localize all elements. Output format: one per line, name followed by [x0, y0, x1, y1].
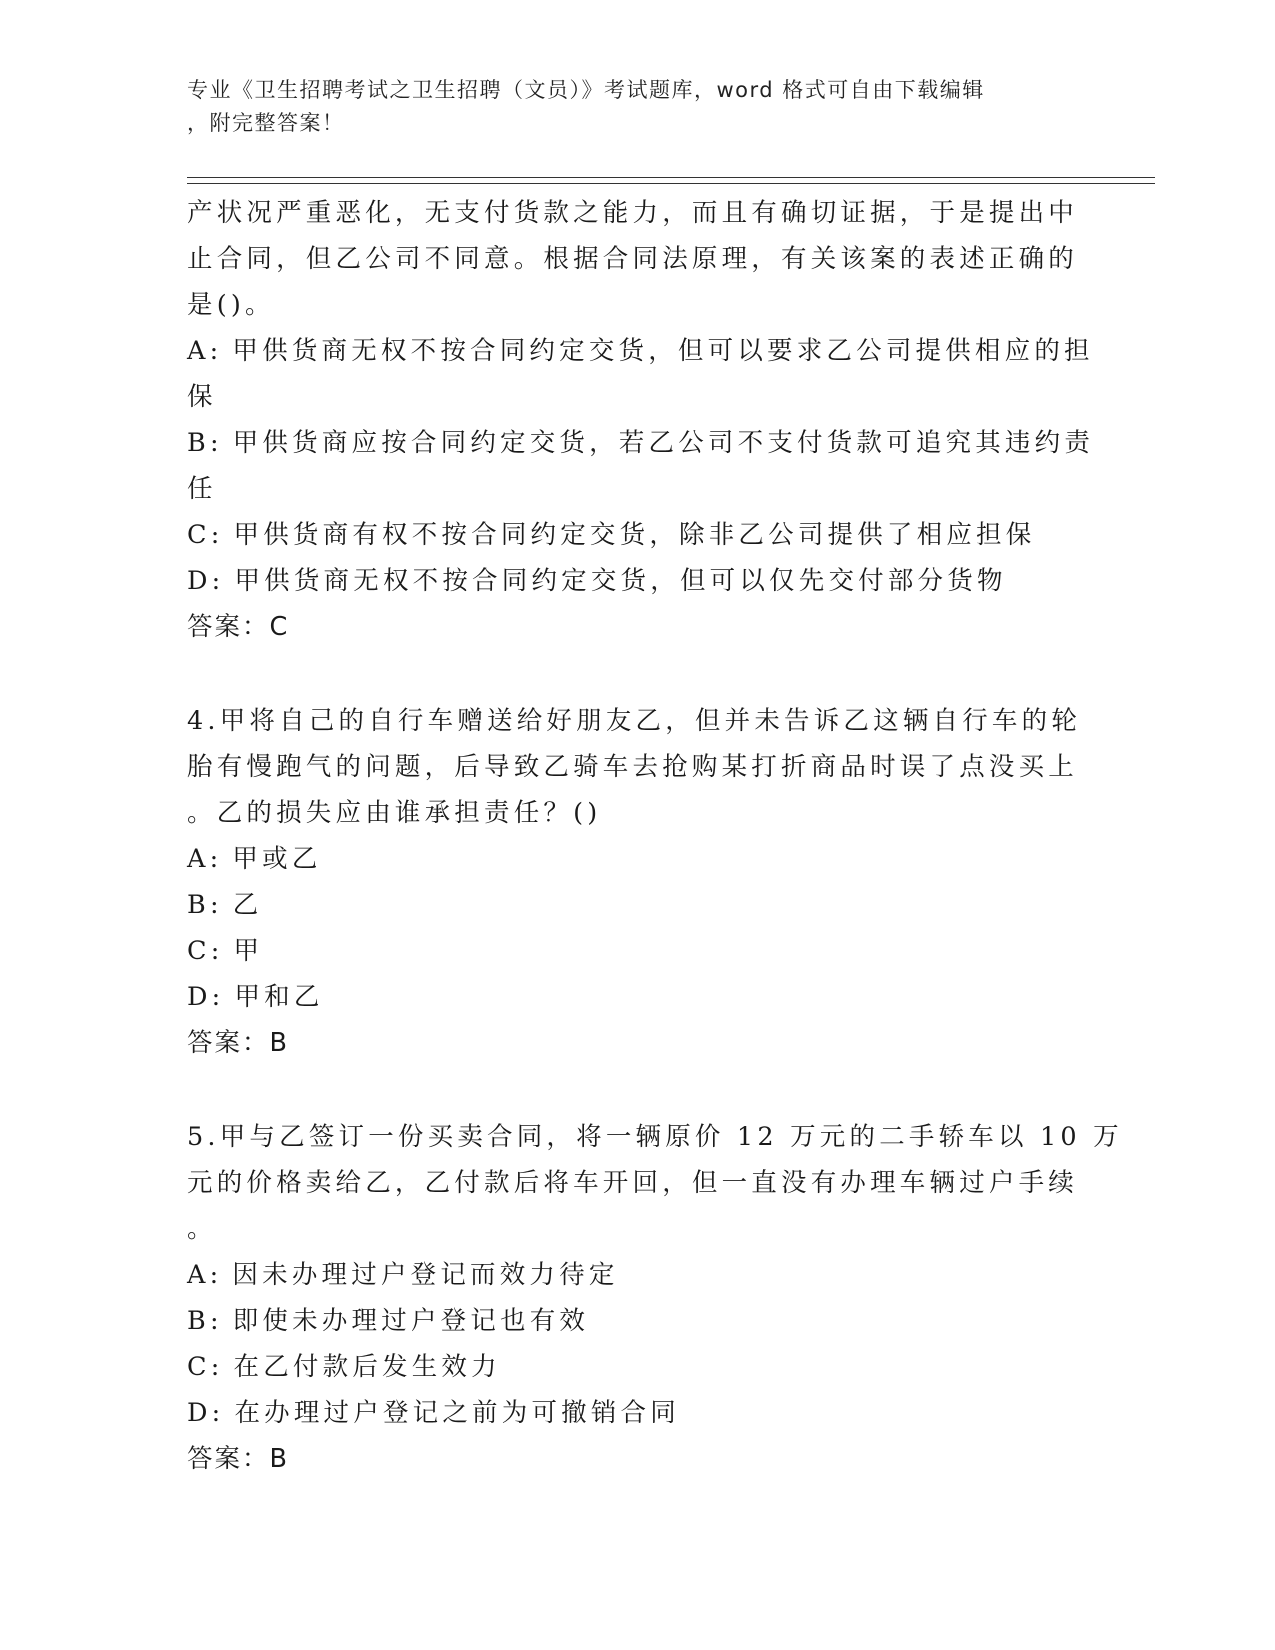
- option-b: [187, 420, 1095, 512]
- option-d: [187, 974, 1087, 1020]
- question-text: [187, 190, 1087, 328]
- header-divider: [187, 183, 1155, 184]
- option-text: 甲供货商无权不按合同约定交货，但可以要求乙公司提供相应的担: [232, 336, 1094, 366]
- option-label: A:: [187, 336, 223, 366]
- question-text: [187, 1114, 1123, 1252]
- option-b: [187, 882, 1087, 928]
- option-text: 因未办理过户登记而效力待定: [232, 1260, 619, 1290]
- option-label: D:: [187, 982, 225, 1012]
- option-c: [187, 1344, 1087, 1390]
- option-a: [187, 1252, 1087, 1298]
- option-text: 甲: [233, 936, 264, 966]
- answer-text: 答案：C: [187, 612, 290, 642]
- option-text: 甲供货商无权不按合同约定交货，但可以仅先交付部分货物: [234, 566, 1007, 596]
- option-text: 任: [187, 474, 217, 504]
- option-label: B:: [187, 1306, 223, 1336]
- option-c: [187, 512, 1087, 558]
- question-item: [187, 190, 1095, 650]
- question-item: [187, 1114, 1123, 1482]
- option-d: [187, 558, 1087, 604]
- option-label: C:: [187, 936, 224, 966]
- question-text-line: 元的价格卖给乙，乙付款后将车开回，但一直没有办理车辆过户手续: [187, 1168, 1079, 1198]
- option-c: [187, 928, 1087, 974]
- option-a: [187, 836, 1087, 882]
- question-text-line: 。乙的损失应由谁承担责任？(): [187, 798, 602, 828]
- question-text-line: 产状况严重恶化，无支付货款之能力，而且有确切证据，于是提出中: [187, 198, 1079, 228]
- question-text: [187, 698, 1087, 836]
- option-text: 甲供货商有权不按合同约定交货，除非乙公司提供了相应担保: [233, 520, 1036, 550]
- option-b: [187, 1298, 1087, 1344]
- option-label: B:: [187, 890, 223, 920]
- option-label: C:: [187, 1352, 224, 1382]
- question-text-line: 4.甲将自己的自行车赠送给好朋友乙，但并未告诉乙这辆自行车的轮: [187, 706, 1082, 736]
- question-text-line: 是()。: [187, 290, 275, 320]
- option-label: D:: [187, 1398, 225, 1428]
- questions-list: [187, 190, 1123, 1482]
- header-line: 专业《卫生招聘考试之卫生招聘（文员）》考试题库，word 格式可自由下载编辑: [187, 78, 985, 102]
- option-text: 保: [187, 382, 217, 412]
- option-d: [187, 1390, 1087, 1436]
- option-text: 乙: [232, 890, 263, 920]
- option-label: D:: [187, 566, 225, 596]
- question-item: [187, 698, 1087, 1066]
- option-label: C:: [187, 520, 224, 550]
- option-label: A:: [187, 1260, 223, 1290]
- page-header: [187, 74, 1067, 140]
- option-text: 在乙付款后发生效力: [233, 1352, 501, 1382]
- option-text: 即使未办理过户登记也有效: [232, 1306, 590, 1336]
- question-text-line: 胎有慢跑气的问题，后导致乙骑车去抢购某打折商品时误了点没买上: [187, 752, 1079, 782]
- question-text-line: 5.甲与乙签订一份买卖合同，将一辆原价 12 万元的二手轿车以 10 万: [187, 1122, 1123, 1152]
- option-text: 甲供货商应按合同约定交货，若乙公司不支付货款可追究其违约责: [232, 428, 1095, 458]
- option-a: [187, 328, 1094, 420]
- answer-text: 答案：B: [187, 1028, 289, 1058]
- option-text: 甲和乙: [234, 982, 324, 1012]
- option-label: B:: [187, 428, 223, 458]
- header-divider: [187, 177, 1155, 178]
- option-text: 甲或乙: [232, 844, 322, 874]
- question-text-line: 。: [187, 1214, 217, 1244]
- answer-text: 答案：B: [187, 1444, 289, 1474]
- option-label: A:: [187, 844, 223, 874]
- header-line: ，附完整答案！: [187, 111, 345, 135]
- question-text-line: 止合同，但乙公司不同意。根据合同法原理，有关该案的表述正确的: [187, 244, 1079, 274]
- option-text: 在办理过户登记之前为可撤销合同: [234, 1398, 680, 1428]
